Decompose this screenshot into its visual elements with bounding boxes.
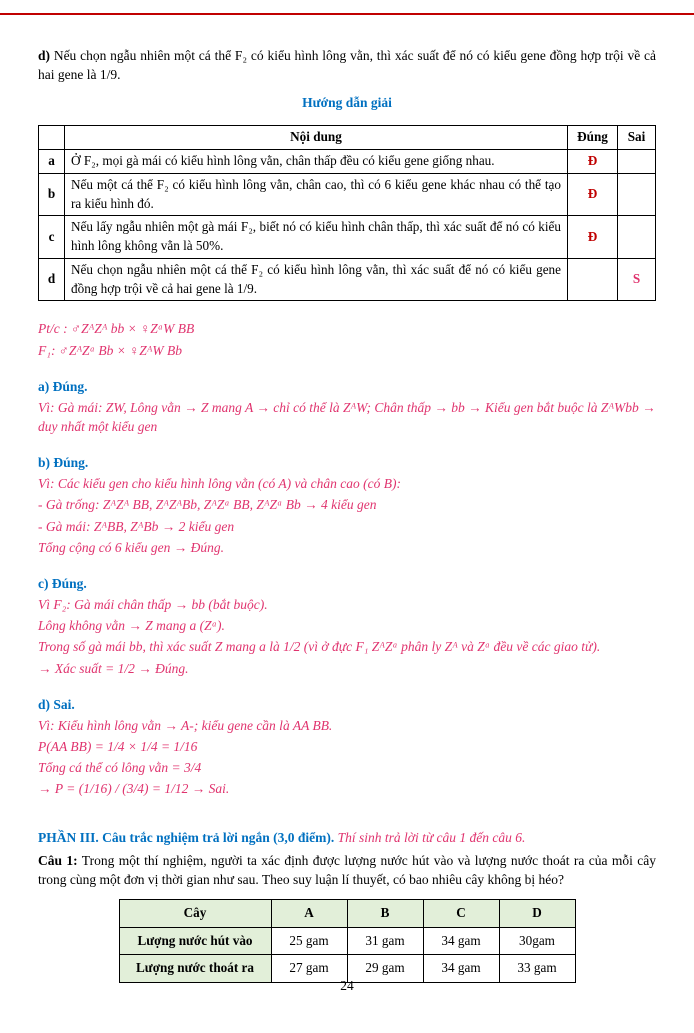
water-table xyxy=(119,899,576,983)
explanation-line: → P = (1/16) / (3/4) = 1/12 → Sai. xyxy=(38,781,230,797)
part3-heading-line xyxy=(38,828,656,847)
table-row xyxy=(39,216,656,258)
genotype-f1-line: F₁: ♂ZᴬZᵃ Bb × ♀ZᴬW Bb xyxy=(38,342,183,358)
answer-table-header-row xyxy=(39,126,656,150)
statement-d-label: d) xyxy=(38,48,51,63)
water-cell: 31 gam xyxy=(347,927,423,955)
water-cell: 34 gam xyxy=(423,955,499,983)
table-row xyxy=(119,927,575,955)
explanation-c-label: c) Đúng. xyxy=(38,575,87,591)
water-header-plant: Cây xyxy=(119,899,271,927)
answer-table xyxy=(38,125,656,301)
explanation-line: → Xác suất = 1/2 → Đúng. xyxy=(38,660,189,676)
question-1 xyxy=(38,851,656,889)
water-header-d: D xyxy=(499,899,575,927)
explanation-c xyxy=(38,574,656,678)
water-header-a: A xyxy=(271,899,347,927)
row-mark-true: Đ xyxy=(568,150,618,174)
water-cell: 30gam xyxy=(499,927,575,955)
explanation-b xyxy=(38,453,656,557)
explanation-line: Tổng cá thể có lông vằn = 3/4 xyxy=(38,760,202,776)
water-cell: 27 gam xyxy=(271,955,347,983)
top-border-line xyxy=(0,13,694,15)
table-row xyxy=(39,258,656,300)
part3-note: Thí sinh trả lời từ câu 1 đến câu 6. xyxy=(334,830,526,846)
row-content: Nếu một cá thể F₂ có kiểu hình lông vằn, chân cao, thì có 6 kiểu gene khác nhau có thể tạo ra kiểu hình đó. xyxy=(65,173,568,215)
explanation-line: - Gà trống: ZᴬZᴬ BB, ZᴬZᴬBb, ZᴬZᵃ BB, ZᴬZᵃ Bb → 4 kiểu gen xyxy=(38,497,377,513)
explanation-a xyxy=(38,377,656,436)
explanation-line: - Gà mái: ZᴬBB, ZᴬBb → 2 kiểu gen xyxy=(38,518,235,534)
statement-d-text: Nếu chọn ngẫu nhiên một cá thể F₂ có kiểu hình lông vằn, thì xác suất để nó có kiểu gene đồng hợp trội về cả hai gene là 1/9. xyxy=(38,48,656,83)
water-header-b: B xyxy=(347,899,423,927)
row-mark-false: S xyxy=(618,258,656,300)
statement-d xyxy=(38,46,656,84)
header-false-cell: Sai xyxy=(618,126,656,150)
explanation-a-label: a) Đúng. xyxy=(38,378,88,394)
row-mark-false xyxy=(618,150,656,174)
row-letter: d xyxy=(39,258,65,300)
explanation-line: Trong số gà mái bb, thì xác suất Z mang a là 1/2 (vì ở đực F₁ ZᴬZᵃ phân ly Zᴬ và Zᵃ đều về các giao tử). xyxy=(38,639,601,655)
row-mark-false xyxy=(618,173,656,215)
header-true-cell: Đúng xyxy=(568,126,618,150)
part3-heading: PHẦN III. Câu trắc nghiệm trả lời ngắn (3,0 điểm). xyxy=(38,830,335,846)
water-table-header-row xyxy=(119,899,575,927)
water-header-c: C xyxy=(423,899,499,927)
explanation-b-label: b) Đúng. xyxy=(38,455,89,471)
row-letter: b xyxy=(39,173,65,215)
table-row xyxy=(39,173,656,215)
explanation-line: Tổng cộng có 6 kiểu gen → Đúng. xyxy=(38,539,224,555)
row-mark-false xyxy=(618,216,656,258)
explanation-line: Vì: Kiểu hình lông vằn → A-; kiểu gene cần là AA BB. xyxy=(38,717,333,733)
row-content: Nếu chọn ngẫu nhiên một cá thể F₂ có kiểu hình lông vằn, thì xác suất để nó có kiểu gene đồng hợp trội về cả hai gene là 1/9. xyxy=(65,258,568,300)
explanation-line: Vì: Các kiểu gen cho kiểu hình lông vằn (có A) và chân cao (có B): xyxy=(38,476,401,492)
page-number: 24 xyxy=(340,977,354,993)
explanation-line: Vì F₂: Gà mái chân thấp → bb (bắt buộc). xyxy=(38,597,268,613)
question-1-label: Câu 1: xyxy=(38,852,78,868)
genotype-block xyxy=(38,319,656,359)
row-mark-true xyxy=(568,258,618,300)
water-cell: 25 gam xyxy=(271,927,347,955)
explanation-line: P(AA BB) = 1/4 × 1/4 = 1/16 xyxy=(38,739,198,754)
water-row-label: Lượng nước hút vào xyxy=(119,927,271,955)
explanation-line: Vì: Gà mái: ZW, Lông vằn → Z mang A → chỉ có thể là ZᴬW; Chân thấp → bb → Kiểu gen bắt buộc là ZᴬWbb → duy nhất một kiểu gen xyxy=(38,399,656,434)
row-content: Nếu lấy ngẫu nhiên một gà mái F₂, biết nó có kiểu hình chân thấp, thì xác suất để nó có kiểu hình lông không vằn là 50%. xyxy=(65,216,568,258)
explanation-d xyxy=(38,695,656,799)
row-content: Ở F₂, mọi gà mái có kiểu hình lông vằn, chân thấp đều có kiểu gene giống nhau. xyxy=(65,150,568,174)
solution-heading: Hướng dẫn giải xyxy=(302,95,392,111)
question-1-text: Trong một thí nghiệm, người ta xác định được lượng nước hút vào và lượng nước thoát ra của mỗi cây trong cùng một đơn vị thời gian như sau. Theo suy luận lí thuyết, có bao nhiêu cây không bị héo? xyxy=(38,852,656,887)
explanation-line: Lông không vằn → Z mang a (Zᵃ). xyxy=(38,618,225,634)
row-letter: c xyxy=(39,216,65,258)
header-content-cell: Nội dung xyxy=(65,126,568,150)
genotype-parent-line: Pt/c : ♂ZᴬZᴬ bb × ♀ZᵃW BB xyxy=(38,321,195,337)
explanation-d-label: d) Sai. xyxy=(38,696,75,712)
row-mark-true: Đ xyxy=(568,216,618,258)
water-cell: 29 gam xyxy=(347,955,423,983)
table-row xyxy=(39,150,656,174)
water-cell: 34 gam xyxy=(423,927,499,955)
header-letter-cell xyxy=(39,126,65,150)
water-row-label: Lượng nước thoát ra xyxy=(119,955,271,983)
water-cell: 33 gam xyxy=(499,955,575,983)
row-mark-true: Đ xyxy=(568,173,618,215)
row-letter: a xyxy=(39,150,65,174)
